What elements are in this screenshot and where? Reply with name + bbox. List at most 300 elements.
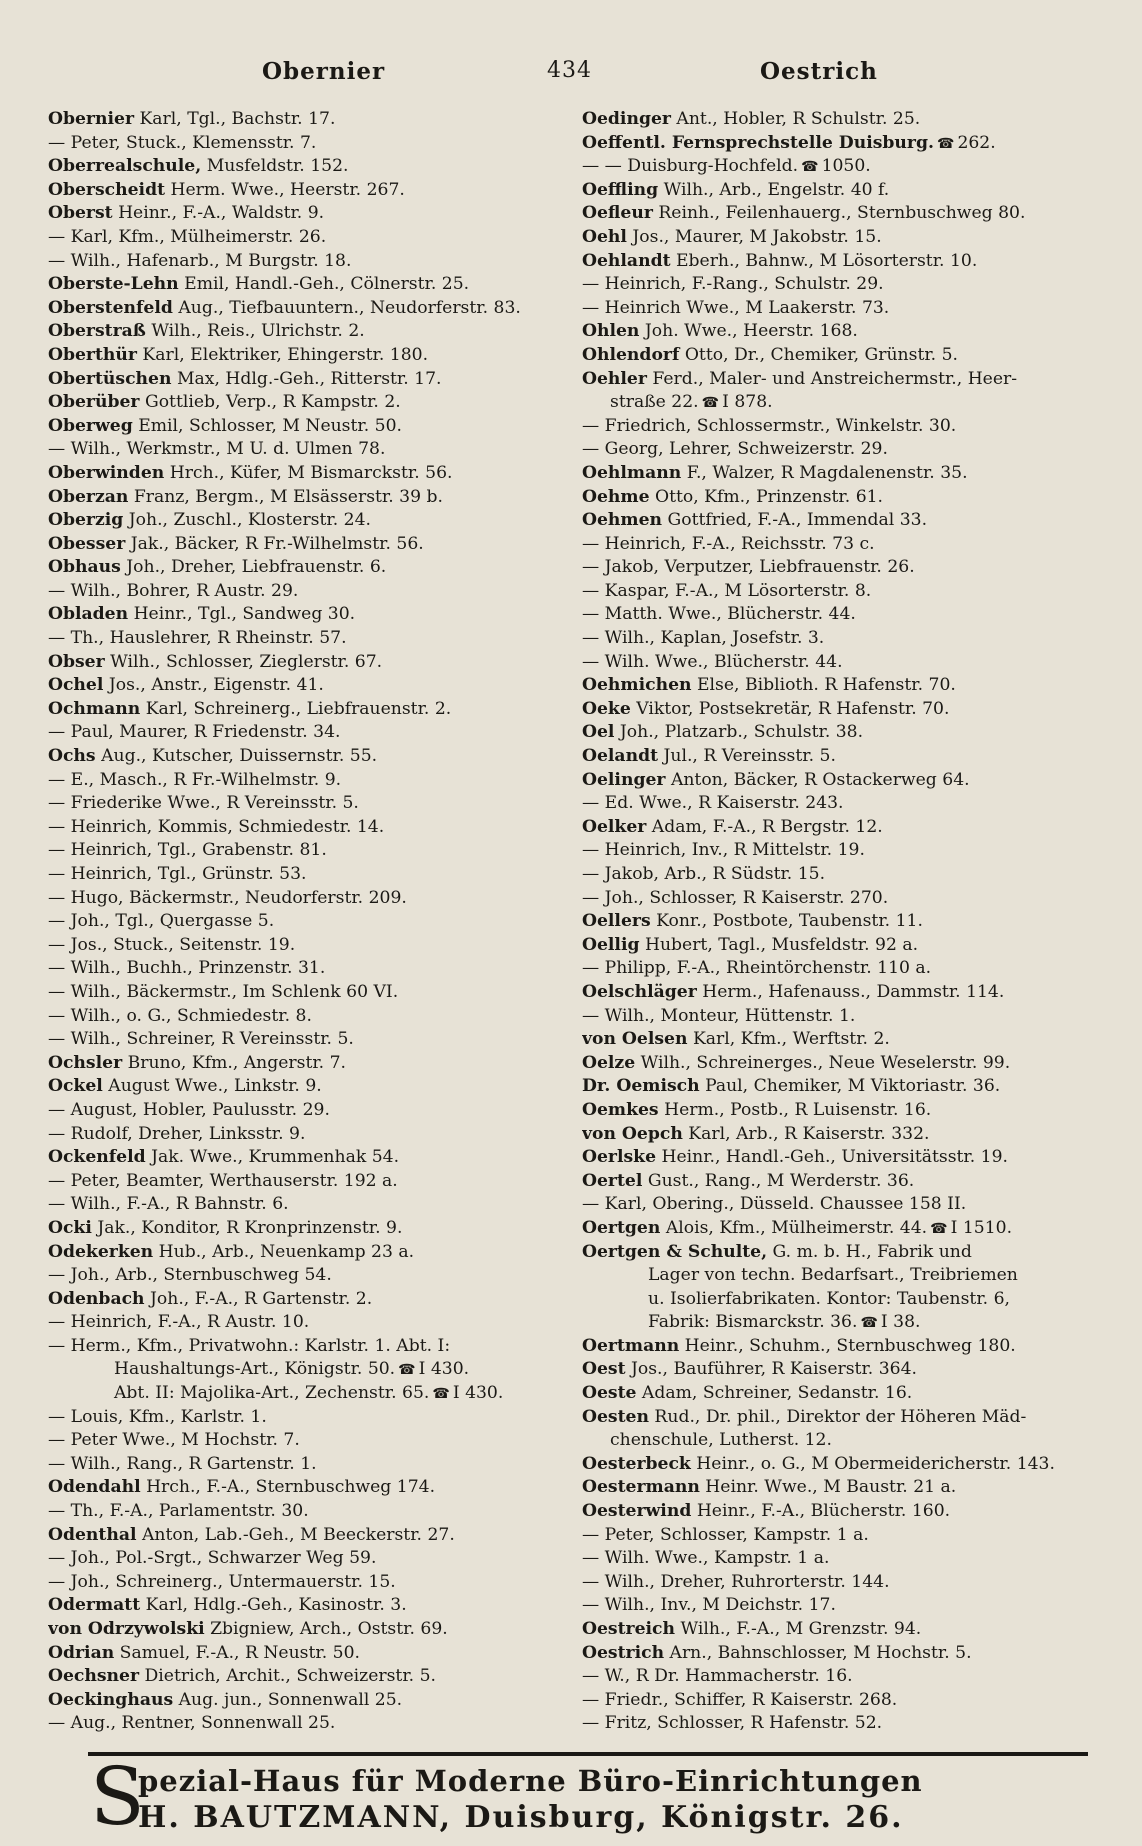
directory-entry bbox=[48, 1476, 550, 1500]
directory-entry bbox=[48, 391, 550, 415]
entry-details: — Georg, Lehrer, Schweizerstr. 29. bbox=[582, 439, 888, 460]
directory-entry bbox=[582, 1642, 1107, 1666]
telephone-icon: ☎ bbox=[930, 1220, 948, 1237]
entry-details: Wilh., Reis., Ulrichstr. 2. bbox=[145, 321, 365, 342]
directory-entry bbox=[582, 745, 1107, 769]
entry-details: straße 22. bbox=[610, 392, 699, 413]
entry-details: Joh., F.-A., R Gartenstr. 2. bbox=[144, 1288, 373, 1309]
entry-surname: Oberste-Lehn bbox=[48, 274, 179, 295]
entry-details: Wilh., Schlosser, Zieglerstr. 67. bbox=[104, 651, 383, 672]
entry-details: Bruno, Kfm., Angerstr. 7. bbox=[122, 1052, 347, 1073]
entry-details: — Herm., Kfm., Privatwohn.: Karlstr. 1. Abt. I: bbox=[48, 1335, 451, 1356]
entry-surname: Oeckinghaus bbox=[48, 1689, 174, 1710]
directory-entry bbox=[48, 1712, 550, 1736]
entry-surname: Obladen bbox=[48, 604, 129, 625]
entry-details: Heinr., Handl.-Geh., Universitätsstr. 19. bbox=[656, 1147, 1009, 1168]
entry-details: Lager von techn. Bedarfsart., Treibriemen bbox=[648, 1265, 1018, 1286]
telephone-icon: ☎ bbox=[701, 395, 720, 412]
entry-details: Karl, Tgl., Bachstr. 17. bbox=[134, 109, 336, 129]
directory-entry bbox=[48, 1406, 550, 1430]
directory-entry bbox=[48, 1594, 550, 1618]
entry-details: — Aug., Rentner, Sonnenwall 25. bbox=[48, 1713, 336, 1734]
entry-surname: Oestermann bbox=[582, 1477, 700, 1498]
entry-surname: von Oelsen bbox=[582, 1029, 688, 1050]
directory-entry bbox=[48, 1311, 550, 1335]
directory-entry bbox=[582, 1005, 1107, 1029]
directory-entry bbox=[48, 533, 550, 557]
directory-entry bbox=[48, 1052, 550, 1076]
entry-details: — Friedrich, Schlossermstr., Winkelstr. 30. bbox=[582, 415, 957, 436]
directory-entry bbox=[48, 1453, 550, 1477]
entry-surname: Ockel bbox=[48, 1076, 103, 1097]
entry-surname: Oellig bbox=[582, 934, 640, 955]
entry-details: — Peter, Schlosser, Kampstr. 1 a. bbox=[582, 1524, 869, 1545]
directory-entry bbox=[48, 415, 550, 439]
entry-details: — Joh., Arb., Sternbuschweg 54. bbox=[48, 1265, 332, 1286]
entry-surname: Dr. Oemisch bbox=[582, 1076, 700, 1097]
directory-entry bbox=[582, 1689, 1107, 1713]
directory-entry bbox=[582, 462, 1107, 486]
directory-entry bbox=[582, 486, 1107, 510]
entry-surname: Obernier bbox=[48, 109, 134, 129]
entry-details: Gottfried, F.-A., Immendal 33. bbox=[662, 510, 928, 531]
page-number: 434 bbox=[547, 58, 592, 83]
entry-details: Jak. Wwe., Krummenhak 54. bbox=[145, 1147, 400, 1168]
directory-entry bbox=[48, 1689, 550, 1713]
directory-entry bbox=[48, 1288, 550, 1312]
directory-entry bbox=[582, 1311, 1107, 1335]
entry-surname: Oemkes bbox=[582, 1099, 659, 1120]
entry-details: Jak., Konditor, R Kronprinzenstr. 9. bbox=[91, 1217, 403, 1238]
entry-surname: Oberscheidt bbox=[48, 179, 166, 200]
directory-entry bbox=[582, 1028, 1107, 1052]
entry-details: Franz, Bergm., M Elsässerstr. 39 b. bbox=[128, 486, 443, 507]
directory-entry bbox=[48, 1618, 550, 1642]
entry-surname: Oeste bbox=[582, 1383, 637, 1404]
directory-entry bbox=[48, 1005, 550, 1029]
entry-surname: Odenbach bbox=[48, 1288, 145, 1309]
telephone-icon: ☎ bbox=[398, 1362, 416, 1379]
entry-details: Hrch., F.-A., Sternbuschweg 174. bbox=[140, 1477, 436, 1498]
directory-entry bbox=[582, 721, 1107, 745]
entry-surname: Oberthür bbox=[48, 344, 137, 365]
entry-surname: Oeffling bbox=[582, 179, 659, 200]
entry-details: — Th., F.-A., Parlamentstr. 30. bbox=[48, 1501, 309, 1522]
entry-surname: Oeffentl. Fernsprechstelle Duisburg. bbox=[582, 132, 934, 153]
entry-details: Herm., Postb., R Luisenstr. 16. bbox=[658, 1099, 932, 1120]
entry-surname: Oerlske bbox=[582, 1147, 657, 1168]
entry-details: Eberh., Bahnw., M Lösorterstr. 10. bbox=[670, 250, 978, 271]
directory-entry bbox=[582, 155, 1107, 179]
entry-details: Adam, F.-A., R Bergstr. 12. bbox=[646, 816, 883, 837]
entry-details: Jos., Bauführer, R Kaiserstr. 364. bbox=[625, 1359, 917, 1380]
entry-details: Karl, Elektriker, Ehingerstr. 180. bbox=[136, 344, 429, 365]
entry-details: — Paul, Maurer, R Friedenstr. 34. bbox=[48, 722, 341, 743]
telephone-icon: ☎ bbox=[432, 1386, 450, 1403]
directory-entry bbox=[48, 1264, 550, 1288]
entry-details: — Heinrich, Tgl., Grünstr. 53. bbox=[48, 864, 307, 884]
directory-entry bbox=[582, 1170, 1107, 1194]
entry-surname: Oedinger bbox=[582, 109, 671, 129]
entry-surname: Oertgen & Schulte, bbox=[582, 1241, 768, 1262]
entry-surname: Ohlen bbox=[582, 321, 640, 342]
directory-entry bbox=[582, 320, 1107, 344]
entry-details: G. m. b. H., Fabrik und bbox=[767, 1241, 972, 1262]
right-column bbox=[582, 108, 1107, 1736]
entry-surname: Oelinger bbox=[582, 769, 666, 790]
entry-details: — Heinrich, F.-A., Reichsstr. 73 c. bbox=[582, 533, 875, 554]
phone-number: 262. bbox=[957, 132, 996, 153]
directory-entry bbox=[48, 509, 550, 533]
entry-details: Fabrik: Bismarckstr. 36. bbox=[648, 1312, 858, 1333]
directory-entry bbox=[582, 1571, 1107, 1595]
directory-entry bbox=[582, 1099, 1107, 1123]
directory-entry bbox=[48, 108, 550, 132]
directory-entry bbox=[48, 368, 550, 392]
entry-details: Anton, Bäcker, R Ostackerweg 64. bbox=[665, 769, 970, 790]
directory-entry bbox=[48, 1571, 550, 1595]
entry-details: Wilh., Arb., Engelstr. 40 f. bbox=[658, 179, 890, 200]
entry-details: — Wilh., Kaplan, Josefstr. 3. bbox=[582, 628, 825, 649]
entry-details: Max, Hdlg.-Geh., Ritterstr. 17. bbox=[171, 368, 442, 389]
directory-entry bbox=[48, 1358, 550, 1382]
entry-details: Gottlieb, Verp., R Kampstr. 2. bbox=[139, 392, 401, 413]
directory-entry bbox=[48, 1241, 550, 1265]
entry-details: — Matth. Wwe., Blücherstr. 44. bbox=[582, 604, 856, 625]
directory-entry bbox=[582, 698, 1107, 722]
entry-surname: Obesser bbox=[48, 533, 126, 554]
directory-entry bbox=[582, 1547, 1107, 1571]
entry-surname: Oberwinden bbox=[48, 462, 165, 483]
entry-surname: von Oepch bbox=[582, 1123, 683, 1144]
entry-details: Ant., Hobler, R Schulstr. 25. bbox=[670, 109, 921, 129]
directory-entry bbox=[48, 1524, 550, 1548]
entry-details: Hrch., Küfer, M Bismarckstr. 56. bbox=[164, 462, 453, 483]
entry-surname: Oberstraß bbox=[48, 321, 146, 342]
entry-surname: Oesterwind bbox=[582, 1501, 692, 1522]
directory-entry bbox=[48, 769, 550, 793]
directory-entry bbox=[582, 556, 1107, 580]
directory-entry bbox=[48, 273, 550, 297]
directory-entry bbox=[582, 226, 1107, 250]
directory-entry bbox=[48, 297, 550, 321]
entry-details: u. Isolierfabrikaten. Kontor: Taubenstr. 6, bbox=[648, 1288, 1010, 1309]
entry-details: Heinr., o. G., M Obermeidericherstr. 143. bbox=[690, 1453, 1055, 1474]
phone-number: I 878. bbox=[722, 392, 773, 413]
entry-surname: Oberzig bbox=[48, 510, 124, 531]
entry-surname: Oberüber bbox=[48, 392, 140, 413]
entry-details: — Peter, Beamter, Werthauserstr. 192 a. bbox=[48, 1170, 398, 1191]
directory-entry bbox=[582, 1429, 1107, 1453]
entry-surname: Oesterbeck bbox=[582, 1453, 691, 1474]
entry-surname: Oelze bbox=[582, 1052, 636, 1073]
directory-entry bbox=[582, 603, 1107, 627]
entry-details: — Heinrich Wwe., M Laakerstr. 73. bbox=[582, 297, 890, 318]
directory-entry bbox=[582, 202, 1107, 226]
entry-details: Joh. Wwe., Heerstr. 168. bbox=[639, 321, 858, 342]
left-column bbox=[48, 108, 550, 1736]
directory-entry bbox=[582, 1146, 1107, 1170]
directory-entry bbox=[48, 745, 550, 769]
entry-details: Aug., Tiefbauuntern., Neudorferstr. 83. bbox=[172, 297, 521, 318]
directory-entry bbox=[48, 698, 550, 722]
entry-details: — Jos., Stuck., Seitenstr. 19. bbox=[48, 934, 296, 955]
directory-entry bbox=[48, 1075, 550, 1099]
directory-entry bbox=[48, 486, 550, 510]
entry-details: — Louis, Kfm., Karlstr. 1. bbox=[48, 1406, 267, 1427]
directory-entry bbox=[48, 226, 550, 250]
directory-entry bbox=[48, 1335, 550, 1359]
phone-number: I 430. bbox=[452, 1383, 504, 1404]
entry-details: Konr., Postbote, Taubenstr. 11. bbox=[650, 911, 923, 932]
directory-entry bbox=[48, 910, 550, 934]
entry-details: Paul, Chemiker, M Viktoriastr. 36. bbox=[699, 1076, 1001, 1097]
directory-entry bbox=[582, 438, 1107, 462]
directory-entry bbox=[582, 934, 1107, 958]
directory-entry bbox=[48, 1146, 550, 1170]
entry-details: — Joh., Schlosser, R Kaiserstr. 270. bbox=[582, 887, 889, 908]
directory-entry bbox=[582, 1288, 1107, 1312]
entry-details: Anton, Lab.-Geh., M Beeckerstr. 27. bbox=[136, 1524, 455, 1545]
entry-surname: Oehmen bbox=[582, 510, 663, 531]
ad-initial: S bbox=[90, 1750, 145, 1843]
directory-entry bbox=[582, 273, 1107, 297]
entry-surname: Oelker bbox=[582, 816, 647, 837]
entry-details: Abt. II: Majolika-Art., Zechenstr. 65. bbox=[114, 1383, 430, 1404]
entry-details: — Fritz, Schlosser, R Hafenstr. 52. bbox=[582, 1713, 883, 1734]
directory-entry bbox=[582, 415, 1107, 439]
entry-details: Heinr., F.-A., Waldstr. 9. bbox=[112, 203, 325, 224]
entry-details: Karl, Schreinerg., Liebfrauenstr. 2. bbox=[140, 698, 452, 719]
directory-entry bbox=[48, 674, 550, 698]
entry-surname: Oehler bbox=[582, 368, 647, 389]
directory-entry bbox=[582, 1075, 1107, 1099]
directory-entry bbox=[48, 250, 550, 274]
directory-entry bbox=[582, 368, 1107, 392]
phone-number: I 1510. bbox=[950, 1217, 1013, 1238]
directory-entry bbox=[582, 1193, 1107, 1217]
directory-entry bbox=[48, 1500, 550, 1524]
directory-entry bbox=[582, 839, 1107, 863]
directory-entry bbox=[48, 627, 550, 651]
directory-entry bbox=[48, 155, 550, 179]
directory-entry bbox=[48, 1642, 550, 1666]
entry-details: — Jakob, Verputzer, Liebfrauenstr. 26. bbox=[582, 557, 915, 578]
entry-details: Heinr., Tgl., Sandweg 30. bbox=[128, 604, 356, 625]
entry-details: Jul., R Vereinsstr. 5. bbox=[658, 746, 836, 767]
entry-details: — Heinrich, F.-A., R Austr. 10. bbox=[48, 1312, 310, 1333]
entry-details: Zbigniew, Arch., Oststr. 69. bbox=[204, 1619, 448, 1639]
entry-details: Herm., Hafenauss., Dammstr. 114. bbox=[696, 981, 1005, 1002]
directory-entry bbox=[582, 887, 1107, 911]
entry-details: Viktor, Postsekretär, R Hafenstr. 70. bbox=[630, 698, 950, 719]
directory-entry bbox=[48, 603, 550, 627]
ad-line-1: pezial-Haus für Moderne Büro-Einrichtungen bbox=[138, 1764, 923, 1798]
entry-surname: Oelandt bbox=[582, 746, 659, 767]
directory-entry bbox=[582, 1358, 1107, 1382]
directory-entry bbox=[48, 816, 550, 840]
entry-surname: Oeke bbox=[582, 698, 631, 719]
entry-details: — Kaspar, F.-A., M Lösorterstr. 8. bbox=[582, 580, 872, 601]
directory-entry bbox=[582, 1217, 1107, 1241]
directory-entry bbox=[582, 1712, 1107, 1736]
directory-entry bbox=[582, 910, 1107, 934]
entry-details: — Wilh., Buchh., Prinzenstr. 31. bbox=[48, 958, 326, 979]
entry-details: Arn., Bahnschlosser, M Hochstr. 5. bbox=[664, 1642, 972, 1663]
entry-details: Adam, Schreiner, Sedanstr. 16. bbox=[636, 1383, 913, 1404]
entry-details: Joh., Dreher, Liebfrauenstr. 6. bbox=[120, 557, 387, 578]
entry-details: — — Duisburg-Hochfeld. bbox=[582, 156, 799, 177]
entry-surname: Oehlmann bbox=[582, 462, 682, 483]
entry-details: Karl, Arb., R Kaiserstr. 332. bbox=[682, 1123, 930, 1144]
entry-details: Hub., Arb., Neuenkamp 23 a. bbox=[153, 1241, 415, 1262]
directory-entry bbox=[48, 202, 550, 226]
directory-entry bbox=[48, 981, 550, 1005]
directory-entry bbox=[582, 674, 1107, 698]
directory-entry bbox=[582, 1241, 1107, 1265]
entry-details: Ferd., Maler- und Anstreichermstr., Heer- bbox=[646, 368, 1018, 389]
directory-entry bbox=[48, 887, 550, 911]
entry-surname: Ochs bbox=[48, 746, 96, 767]
entry-details: — Wilh. Wwe., Kampstr. 1 a. bbox=[582, 1548, 830, 1569]
entry-details: Gust., Rang., M Werderstr. 36. bbox=[642, 1170, 915, 1191]
entry-details: Karl, Kfm., Werftstr. 2. bbox=[687, 1029, 890, 1050]
entry-details: — Wilh., Dreher, Ruhrorterstr. 144. bbox=[582, 1571, 890, 1592]
entry-details: — Philipp, F.-A., Rheintörchenstr. 110 a. bbox=[582, 958, 932, 979]
telephone-icon: ☎ bbox=[936, 135, 955, 152]
entry-surname: Ohlendorf bbox=[582, 344, 680, 365]
entry-details: — Wilh., Hafenarb., M Burgstr. 18. bbox=[48, 250, 352, 271]
entry-details: Alois, Kfm., Mülheimerstr. 44. bbox=[660, 1217, 928, 1238]
entry-details: Heinr., Schuhm., Sternbuschweg 180. bbox=[679, 1335, 1016, 1356]
entry-surname: Ocki bbox=[48, 1217, 92, 1238]
entry-details: Otto, Dr., Chemiker, Grünstr. 5. bbox=[679, 344, 959, 365]
directory-entry bbox=[582, 132, 1107, 156]
entry-details: Haushaltungs-Art., Königstr. 50. bbox=[114, 1359, 396, 1380]
directory-entry bbox=[48, 438, 550, 462]
entry-details: — Joh., Pol.-Srgt., Schwarzer Weg 59. bbox=[48, 1548, 377, 1569]
page-header bbox=[0, 58, 1142, 88]
directory-entry bbox=[582, 981, 1107, 1005]
entry-surname: Odekerken bbox=[48, 1241, 154, 1262]
entry-surname: Oberstenfeld bbox=[48, 297, 173, 318]
entry-details: — Karl, Obering., Düsseld. Chaussee 158 II. bbox=[582, 1194, 967, 1215]
directory-entry bbox=[48, 1170, 550, 1194]
entry-details: — E., Masch., R Fr.-Wilhelmstr. 9. bbox=[48, 769, 342, 790]
directory-entry bbox=[48, 721, 550, 745]
entry-surname: Oehmichen bbox=[582, 675, 692, 696]
entry-details: Rud., Dr. phil., Direktor der Höheren Mäd- bbox=[648, 1406, 1027, 1427]
directory-entry bbox=[48, 1028, 550, 1052]
entry-details: Joh., Platzarb., Schulstr. 38. bbox=[614, 722, 864, 743]
entry-surname: Ockenfeld bbox=[48, 1147, 146, 1168]
entry-details: Wilh., F.-A., M Grenzstr. 94. bbox=[675, 1619, 922, 1639]
entry-details: — August, Hobler, Paulusstr. 29. bbox=[48, 1099, 330, 1120]
entry-surname: Oehlandt bbox=[582, 250, 671, 271]
telephone-icon: ☎ bbox=[801, 159, 819, 176]
directory-entry bbox=[582, 816, 1107, 840]
entry-details: F., Walzer, R Magdalenenstr. 35. bbox=[681, 462, 968, 483]
directory-entry bbox=[582, 1052, 1107, 1076]
phone-number: 1050. bbox=[821, 156, 871, 177]
entry-details: — Wilh., o. G., Schmiedestr. 8. bbox=[48, 1005, 312, 1026]
directory-entry bbox=[48, 1217, 550, 1241]
entry-details: Samuel, F.-A., R Neustr. 50. bbox=[114, 1642, 360, 1663]
entry-details: — Peter, Stuck., Klemensstr. 7. bbox=[48, 132, 317, 153]
entry-surname: Odenthal bbox=[48, 1524, 137, 1545]
entry-details: Otto, Kfm., Prinzenstr. 61. bbox=[649, 486, 884, 507]
directory-entry bbox=[48, 462, 550, 486]
entry-details: Herm. Wwe., Heerstr. 267. bbox=[165, 179, 405, 200]
header-right-keyword: Oestrich bbox=[760, 58, 878, 85]
directory-entry bbox=[582, 391, 1107, 415]
entry-surname: Oertel bbox=[582, 1170, 643, 1191]
directory-entry bbox=[582, 1406, 1107, 1430]
entry-details: August Wwe., Linkstr. 9. bbox=[102, 1076, 322, 1097]
entry-details: — Karl, Kfm., Mülheimerstr. 26. bbox=[48, 226, 327, 247]
entry-details: Dietrich, Archit., Schweizerstr. 5. bbox=[139, 1666, 436, 1687]
directory-entry bbox=[48, 320, 550, 344]
telephone-icon: ☎ bbox=[860, 1315, 878, 1332]
directory-entry bbox=[48, 580, 550, 604]
directory-entry bbox=[48, 1429, 550, 1453]
entry-details: Jak., Bäcker, R Fr.-Wilhelmstr. 56. bbox=[125, 533, 424, 554]
entry-details: — Wilh., Schreiner, R Vereinsstr. 5. bbox=[48, 1029, 354, 1050]
entry-details: — Friederike Wwe., R Vereinsstr. 5. bbox=[48, 793, 359, 814]
directory-entry bbox=[582, 250, 1107, 274]
entry-details: Jos., Anstr., Eigenstr. 41. bbox=[103, 675, 324, 696]
directory-entry bbox=[582, 627, 1107, 651]
directory-entry bbox=[582, 533, 1107, 557]
directory-entry bbox=[48, 1099, 550, 1123]
entry-details: — Heinrich, Kommis, Schmiedestr. 14. bbox=[48, 816, 385, 837]
directory-entry bbox=[582, 1382, 1107, 1406]
entry-surname: Odendahl bbox=[48, 1477, 141, 1498]
entry-surname: Oel bbox=[582, 722, 615, 743]
directory-entry bbox=[582, 1264, 1107, 1288]
entry-surname: Oberrealschule, bbox=[48, 156, 202, 177]
entry-surname: Oberst bbox=[48, 203, 113, 224]
entry-surname: Ochel bbox=[48, 675, 104, 696]
entry-surname: Oertgen bbox=[582, 1217, 661, 1238]
directory-entry bbox=[582, 1524, 1107, 1548]
directory-entry bbox=[582, 1453, 1107, 1477]
entry-surname: Obser bbox=[48, 651, 105, 672]
directory-entry bbox=[582, 792, 1107, 816]
directory-entry bbox=[48, 651, 550, 675]
entry-details: — Peter Wwe., M Hochstr. 7. bbox=[48, 1430, 300, 1451]
entry-details: — Heinrich, Inv., R Mittelstr. 19. bbox=[582, 840, 865, 861]
header-left-keyword: Obernier bbox=[262, 58, 386, 85]
directory-entry bbox=[582, 957, 1107, 981]
entry-details: Karl, Hdlg.-Geh., Kasinostr. 3. bbox=[140, 1595, 407, 1616]
entry-details: — Rudolf, Dreher, Linksstr. 9. bbox=[48, 1123, 306, 1144]
entry-surname: Ochmann bbox=[48, 698, 141, 719]
entry-details: — Wilh., Bohrer, R Austr. 29. bbox=[48, 580, 299, 601]
entry-surname: Oberzan bbox=[48, 486, 129, 507]
entry-details: — Wilh., Inv., M Deichstr. 17. bbox=[582, 1595, 836, 1616]
entry-surname: Ochsler bbox=[48, 1052, 123, 1073]
directory-entry bbox=[582, 179, 1107, 203]
directory-entry bbox=[48, 934, 550, 958]
directory-entry bbox=[582, 108, 1107, 132]
entry-surname: Oestrich bbox=[582, 1642, 665, 1663]
directory-entry bbox=[48, 132, 550, 156]
directory-entry bbox=[582, 769, 1107, 793]
directory-entry bbox=[48, 344, 550, 368]
phone-number: I 430. bbox=[418, 1359, 470, 1380]
entry-details: Jos., Maurer, M Jakobstr. 15. bbox=[626, 226, 882, 247]
